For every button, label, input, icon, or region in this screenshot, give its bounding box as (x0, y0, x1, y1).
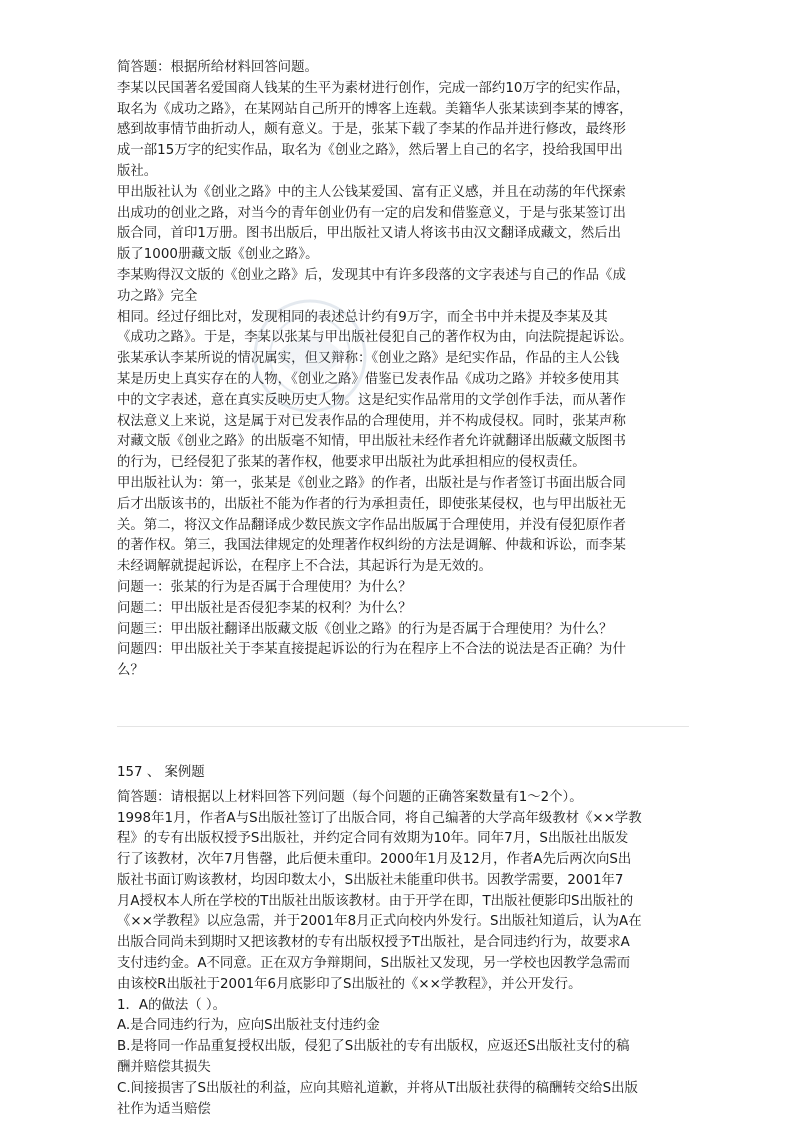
spacer (117, 727, 689, 763)
text-line: 酬并赔偿其损失 (117, 1060, 211, 1076)
text-line: 成一部15万字的纪实作品，取名为《创业之路》，然后署上自己的名字，投给我国甲出 (117, 143, 623, 159)
text-line: 问题四：甲出版社关于李某直接提起诉讼的行为在程序上不合法的说法是否正确？为什 (117, 642, 626, 658)
text-line: 支付违约金。A不同意。正在双方争辩期间，S出版社又发现，另一学校也因教学急需而 (117, 956, 631, 972)
text-line: 么？ (117, 663, 144, 679)
text-line: 甲出版社认为：第一，张某是《创业之路》的作者，出版社是与作者签订书面出版合同 (117, 475, 626, 491)
text-line: C.间接损害了S出版社的利益，应向其赔礼道歉，并将从T出版社获得的稿酬转交给S出版 (117, 1080, 638, 1096)
text-line: 版合同，首印1万册。图书出版后，甲出版社又请人将该书由汉文翻译成藏文，然后出 (117, 226, 621, 242)
text-line: 由该校R出版社于2001年6月底影印了S出版社的《××学教程》，并公开发行。 (117, 976, 582, 992)
text-line: 《成功之路》。于是，李某以张某与甲出版社侵犯自己的著作权为由，向法院提起诉讼。 (117, 330, 633, 346)
text-line: 出版合同尚未到期时又把该教材的专有出版权授予T出版社，是合同违约行为，故要求A (117, 935, 630, 951)
question-block-1 (117, 58, 689, 682)
question-block-2 (117, 788, 689, 1121)
text-line: 李某购得汉文版的《创业之路》后，发现其中有许多段落的文字表述与自己的作品《成 (117, 267, 626, 283)
text-line: 程》的专有出版权授予S出版社，并约定合同有效期为10年。同年7月，S出版社出版发 (117, 831, 629, 847)
text-line: 对藏文版《创业之路》的出版毫不知情，甲出版社未经作者允许就翻译出版藏文版图书 (117, 434, 626, 450)
text-line: 李某以民国著名爱国商人钱某的生平为素材进行创作，完成一部约10万字的纪实作品， (117, 80, 630, 96)
text-line: 甲出版社认为《创业之路》中的主人公钱某爱国、富有正义感，并且在动荡的年代探索 (117, 184, 626, 200)
text-line: 感到故事情节曲折动人，颇有意义。于是，张某下载了李某的作品并进行修改，最终形 (117, 122, 626, 138)
text-line: 权法意义上来说，这是属于对已发表作品的合理使用，并不构成侵权。同时，张某声称 (117, 413, 626, 429)
text-line: 行了该教材，次年7月售罄，此后便未重印。2000年1月及12月，作者A先后两次向S出 (117, 852, 632, 868)
text-line: 1998年1月，作者A与S出版社签订了出版合同，将自己编著的大学高年级教材《××学教 (117, 810, 642, 826)
text-line: 社作为适当赔偿 (117, 1101, 211, 1117)
text-line: 问题二：甲出版社是否侵犯李某的权利？为什么？ (117, 600, 412, 616)
text-line: 后才出版该书的，出版社不能为作者的行为承担责任，即使张某侵权，也与甲出版社无 (117, 496, 626, 512)
text-line: 版社书面订购该教材，均因印数太小，S出版社未能重印供书。因教学需要，2001年7 (117, 872, 624, 888)
text-line: 相同。经过仔细比对，发现相同的表述总计约有9万字，而全书中并未提及李某及其 (117, 309, 608, 325)
text-line: 某是历史上真实存在的人物，《创业之路》借鉴已发表作品《成功之路》并较多使用其 (117, 371, 620, 387)
text-line: 问题三：甲出版社翻译出版藏文版《创业之路》的行为是否属于合理使用？为什么？ (117, 621, 613, 637)
text-line: 关。第二，将汉文作品翻译成少数民族文字作品出版属于合理使用，并没有侵犯原作者 (117, 517, 626, 533)
text-line: 取名为《成功之路》，在某网站自己所开的博客上连载。美籍华人张某读到李某的博客， (117, 101, 633, 117)
text-line: A.是合同违约行为，应向S出版社支付违约金 (117, 1018, 380, 1034)
text-line: 未经调解就提起诉讼，在程序上不合法，其起诉行为是无效的。 (117, 559, 492, 575)
text-line: 中的文字表述，意在真实反映历史人物。这是纪实作品常用的文学创作手法，而从著作 (117, 392, 626, 408)
text-line: 功之路》完全 (117, 288, 198, 304)
text-line: 《××学教程》以应急需，并于2001年8月正式向校内外发行。S出版社知道后，认为A在 (117, 914, 642, 930)
document-page (117, 58, 689, 1120)
text-line: B.是将同一作品重复授权出版，侵犯了S出版社的专有出版权，应返还S出版社支付的稿 (117, 1039, 630, 1055)
text-line: 问题一：张某的行为是否属于合理使用？为什么？ (117, 579, 412, 595)
text-line: 月A授权本人所在学校的T出版社出版该教材。由于开学在即，T出版社便影印S出版社的 (117, 893, 634, 909)
text-line: 的著作权。第三，我国法律规定的处理著作权纠纷的方法是调解、仲裁和诉讼，而李某 (117, 538, 626, 554)
text-line: 版了1000册藏文版《创业之路》。 (117, 247, 319, 263)
text-line: 1．A的做法（ ）。 (117, 997, 226, 1013)
section-title: 157 、 案例题 (117, 764, 205, 780)
text-line: 版社。 (117, 163, 158, 179)
spacer (117, 682, 689, 726)
text-line: 出成功的创业之路，对当今的青年创业仍有一定的启发和借鉴意义，于是与张某签订出 (117, 205, 626, 221)
text-line: 张某承认李某所说的情况属实，但又辩称：《创业之路》是纪实作品，作品的主人公钱 (117, 351, 620, 367)
text-line: 简答题：根据所给材料回答问题。 (117, 60, 318, 75)
text-line: 简答题：请根据以上材料回答下列问题（每个问题的正确答案数量有1～2个）。 (117, 789, 583, 805)
text-line: 的行为，已经侵犯了张某的著作权，他要求甲出版社为此承担相应的侵权责任。 (117, 455, 586, 471)
